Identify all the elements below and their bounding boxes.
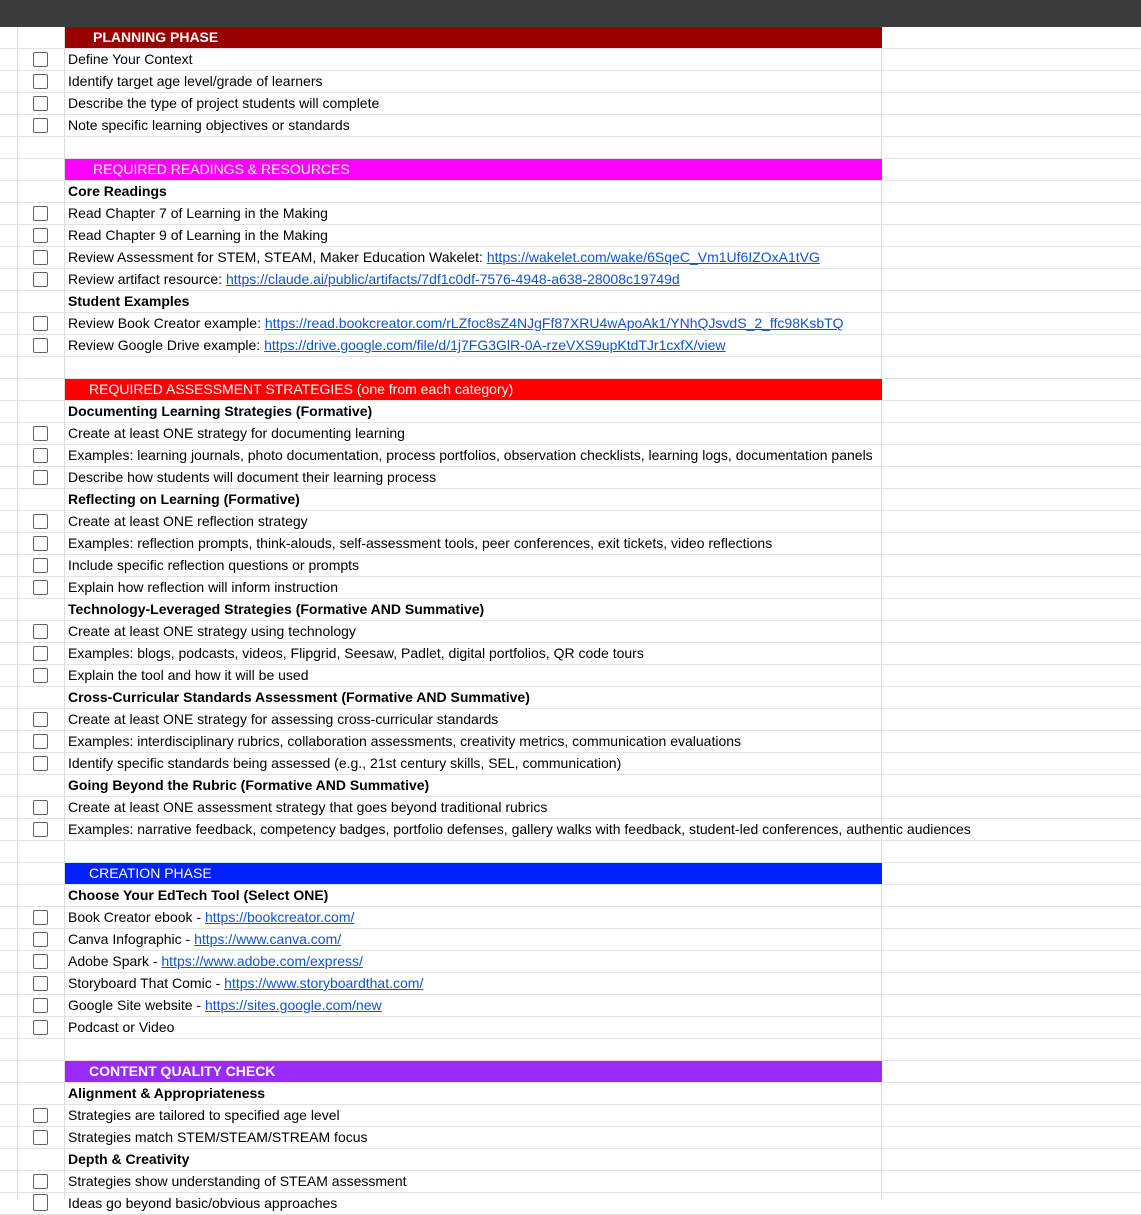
checkbox[interactable]: [33, 1108, 48, 1123]
checkbox[interactable]: [33, 1174, 48, 1189]
subheading-row: [0, 687, 1141, 709]
subheading-label: Alignment & Appropriateness: [68, 1085, 266, 1101]
empty-row: [0, 137, 1141, 159]
item-label: Identify specific standards being assessed (e.g., 21st century skills, SEL, communication): [68, 755, 622, 771]
checkbox[interactable]: [33, 536, 48, 551]
checklist-row: [0, 555, 1141, 577]
checkbox[interactable]: [33, 580, 48, 595]
checkbox[interactable]: [33, 668, 48, 683]
item-label: Note specific learning objectives or standards: [68, 117, 350, 133]
checkbox[interactable]: [33, 1020, 48, 1035]
subheading-row: [0, 599, 1141, 621]
section-header: CONTENT QUALITY CHECK: [65, 1061, 882, 1082]
item-label: Read Chapter 9 of Learning in the Making: [68, 227, 328, 243]
spreadsheet-grid: [0, 27, 1141, 1215]
item-label: Google Site website - https://sites.google.com/new: [68, 997, 382, 1013]
subheading-row: [0, 885, 1141, 907]
resource-link[interactable]: https://read.bookcreator.com/rLZfoc8sZ4NJgFf87XRU4wApoAk1/YNhQJsvdS_2_ffc98KsbTQ: [264, 315, 844, 331]
checkbox[interactable]: [33, 272, 48, 287]
resource-link[interactable]: https://www.storyboardthat.com/: [224, 975, 424, 991]
checkbox[interactable]: [33, 998, 48, 1013]
item-label: Examples: interdisciplinary rubrics, collaboration assessments, creativity metrics, communication evaluations: [68, 733, 742, 749]
empty-row: [0, 841, 1141, 863]
checklist-row: [0, 797, 1141, 819]
item-label: Review Google Drive example: https://drive.google.com/file/d/1j7FG3GlR-0A-rzeVXS9upKtdTJr1cxfX/view: [68, 337, 726, 353]
item-label: Canva Infographic - https://www.canva.com/: [68, 931, 342, 947]
section-header-row: [0, 159, 1141, 181]
item-label: Examples: reflection prompts, think-alouds, self-assessment tools, peer conferences, exit tickets, video reflections: [68, 535, 773, 551]
section-header: REQUIRED ASSESSMENT STRATEGIES (one from each category): [65, 379, 882, 400]
checklist-row: [0, 1127, 1141, 1149]
checkbox[interactable]: [33, 734, 48, 749]
subheading-row: [0, 775, 1141, 797]
checklist-row: [0, 621, 1141, 643]
item-label: Ideas go beyond basic/obvious approaches: [68, 1195, 338, 1211]
item-label: Create at least ONE strategy using technology: [68, 623, 356, 639]
item-label: Examples: narrative feedback, competency badges, portfolio defenses, gallery walks with feedback, student-led conferences, authentic audiences: [68, 821, 971, 837]
item-label: Create at least ONE strategy for assessing cross-curricular standards: [68, 711, 499, 727]
checklist-row: [0, 313, 1141, 335]
checkbox[interactable]: [33, 514, 48, 529]
section-header-row: [0, 863, 1141, 885]
item-label: Review Assessment for STEM, STEAM, Maker Education Wakelet: https://wakelet.com/wake/6SqeC_Vm1Uf6IZOxA1tVG: [68, 249, 820, 265]
section-header: CREATION PHASE: [65, 863, 882, 884]
checkbox[interactable]: [33, 316, 48, 331]
spreadsheet-row: [0, 1192, 1141, 1200]
checkbox[interactable]: [33, 338, 48, 353]
checklist-row: [0, 951, 1141, 973]
subheading-label: Going Beyond the Rubric (Formative AND Summative): [68, 777, 430, 793]
checkbox[interactable]: [33, 756, 48, 771]
checklist-row: [0, 203, 1141, 225]
subheading-label: Choose Your EdTech Tool (Select ONE): [68, 887, 329, 903]
item-label: Examples: blogs, podcasts, videos, Flipgrid, Seesaw, Padlet, digital portfolios, QR code tours: [68, 645, 644, 661]
checkbox[interactable]: [33, 976, 48, 991]
subheading-row: [0, 1149, 1141, 1171]
section-header: REQUIRED READINGS & RESOURCES: [65, 159, 882, 180]
checklist-row: [0, 533, 1141, 555]
checkbox[interactable]: [33, 448, 48, 463]
subheading-row: [0, 489, 1141, 511]
item-label: Explain the tool and how it will be used: [68, 667, 309, 683]
checkbox[interactable]: [33, 558, 48, 573]
checkbox[interactable]: [33, 52, 48, 67]
checkbox[interactable]: [33, 800, 48, 815]
subheading-label: Student Examples: [68, 293, 190, 309]
checklist-row: [0, 753, 1141, 775]
checklist-row: [0, 819, 1141, 841]
checklist-row: [0, 709, 1141, 731]
checkbox[interactable]: [33, 96, 48, 111]
checklist-row: [0, 973, 1141, 995]
item-label: Podcast or Video: [68, 1019, 175, 1035]
item-label: Describe the type of project students will complete: [68, 95, 380, 111]
checkbox[interactable]: [33, 228, 48, 243]
resource-link[interactable]: https://wakelet.com/wake/6SqeC_Vm1Uf6IZOxA1tVG: [486, 249, 820, 265]
checklist-row: [0, 225, 1141, 247]
checklist-row: [0, 907, 1141, 929]
checkbox[interactable]: [33, 712, 48, 727]
resource-link[interactable]: https://www.adobe.com/express/: [161, 953, 363, 969]
section-header-row: [0, 27, 1141, 49]
checkbox[interactable]: [33, 822, 48, 837]
checkbox[interactable]: [33, 74, 48, 89]
item-label: Define Your Context: [68, 51, 193, 67]
empty-row: [0, 357, 1141, 379]
empty-row: [0, 1039, 1141, 1061]
checklist-row: [0, 577, 1141, 599]
checklist-row: [0, 445, 1141, 467]
checkbox[interactable]: [33, 206, 48, 221]
item-label: Identify target age level/grade of learners: [68, 73, 323, 89]
subheading-row: [0, 291, 1141, 313]
checkbox[interactable]: [33, 426, 48, 441]
checkbox[interactable]: [33, 1194, 48, 1200]
checklist-row: [0, 665, 1141, 687]
item-label: Explain how reflection will inform instruction: [68, 579, 338, 595]
checklist-row: [0, 1171, 1141, 1193]
checkbox[interactable]: [33, 470, 48, 485]
subheading-row: [0, 181, 1141, 203]
resource-link[interactable]: https://www.canva.com/: [194, 931, 342, 947]
subheading-label: Technology-Leveraged Strategies (Formative AND Summative): [68, 601, 485, 617]
item-label: Strategies show understanding of STEAM assessment: [68, 1173, 407, 1189]
checkbox[interactable]: [33, 646, 48, 661]
item-label: Examples: learning journals, photo documentation, process portfolios, observation checklists, learning logs, documentation panels: [68, 447, 873, 463]
checkbox[interactable]: [33, 1130, 48, 1145]
subheading-label: Cross-Curricular Standards Assessment (Formative AND Summative): [68, 689, 530, 705]
item-label: Review artifact resource: https://claude.ai/public/artifacts/7df1c0df-7576-4948-a638-28008c19749d: [68, 271, 680, 287]
subheading-label: Depth & Creativity: [68, 1151, 190, 1167]
checkbox[interactable]: [33, 250, 48, 265]
item-label: Book Creator ebook - https://bookcreator.com/: [68, 909, 355, 925]
checklist-row: [0, 1017, 1141, 1039]
checkbox[interactable]: [33, 910, 48, 925]
checklist-row: [0, 93, 1141, 115]
item-label: Strategies match STEM/STEAM/STREAM focus: [68, 1129, 368, 1145]
item-label: Storyboard That Comic - https://www.storyboardthat.com/: [68, 975, 424, 991]
section-header-row: [0, 379, 1141, 401]
checklist-row: [0, 995, 1141, 1017]
checklist-row: [0, 423, 1141, 445]
checkbox[interactable]: [33, 954, 48, 969]
item-label: Include specific reflection questions or prompts: [68, 557, 360, 573]
item-label: Read Chapter 7 of Learning in the Making: [68, 205, 328, 221]
checklist-row: [0, 335, 1141, 357]
checklist-row: [0, 49, 1141, 71]
subheading-label: Documenting Learning Strategies (Formative): [68, 403, 373, 419]
item-label: Review Book Creator example: https://read.bookcreator.com/rLZfoc8sZ4NJgFf87XRU4wApoAk1/YNhQJsvdS_2_ffc98KsbTQ: [68, 315, 844, 331]
checklist-row: [0, 511, 1141, 533]
checklist-row: [0, 247, 1141, 269]
subheading-label: Core Readings: [68, 183, 167, 199]
section-header: PLANNING PHASE: [65, 27, 882, 48]
item-label: Create at least ONE assessment strategy that goes beyond traditional rubrics: [68, 799, 548, 815]
checkbox[interactable]: [33, 118, 48, 133]
item-label: Describe how students will document their learning process: [68, 469, 437, 485]
checklist-row: [0, 1105, 1141, 1127]
app-toolbar: [0, 0, 1141, 27]
resource-link[interactable]: https://sites.google.com/new: [204, 997, 382, 1013]
subheading-row: [0, 401, 1141, 423]
checkbox[interactable]: [33, 624, 48, 639]
checkbox[interactable]: [33, 932, 48, 947]
checklist-row: [0, 929, 1141, 951]
item-label: Create at least ONE reflection strategy: [68, 513, 308, 529]
subheading-label: Reflecting on Learning (Formative): [68, 491, 300, 507]
checklist-row: [0, 269, 1141, 291]
resource-link[interactable]: https://drive.google.com/file/d/1j7FG3GlR-0A-rzeVXS9upKtdTJr1cxfX/view: [264, 337, 726, 353]
section-header-row: [0, 1061, 1141, 1083]
item-label: Create at least ONE strategy for documenting learning: [68, 425, 405, 441]
resource-link[interactable]: https://bookcreator.com/: [204, 909, 355, 925]
checklist-row: [0, 467, 1141, 489]
subheading-row: [0, 1083, 1141, 1105]
checklist-row: [0, 115, 1141, 137]
checklist-row: [0, 71, 1141, 93]
checklist-row: [0, 643, 1141, 665]
item-label: Adobe Spark - https://www.adobe.com/express/: [68, 953, 363, 969]
item-label: Strategies are tailored to specified age level: [68, 1107, 340, 1123]
checklist-row: [0, 731, 1141, 753]
resource-link[interactable]: https://claude.ai/public/artifacts/7df1c0df-7576-4948-a638-28008c19749d: [225, 271, 680, 287]
